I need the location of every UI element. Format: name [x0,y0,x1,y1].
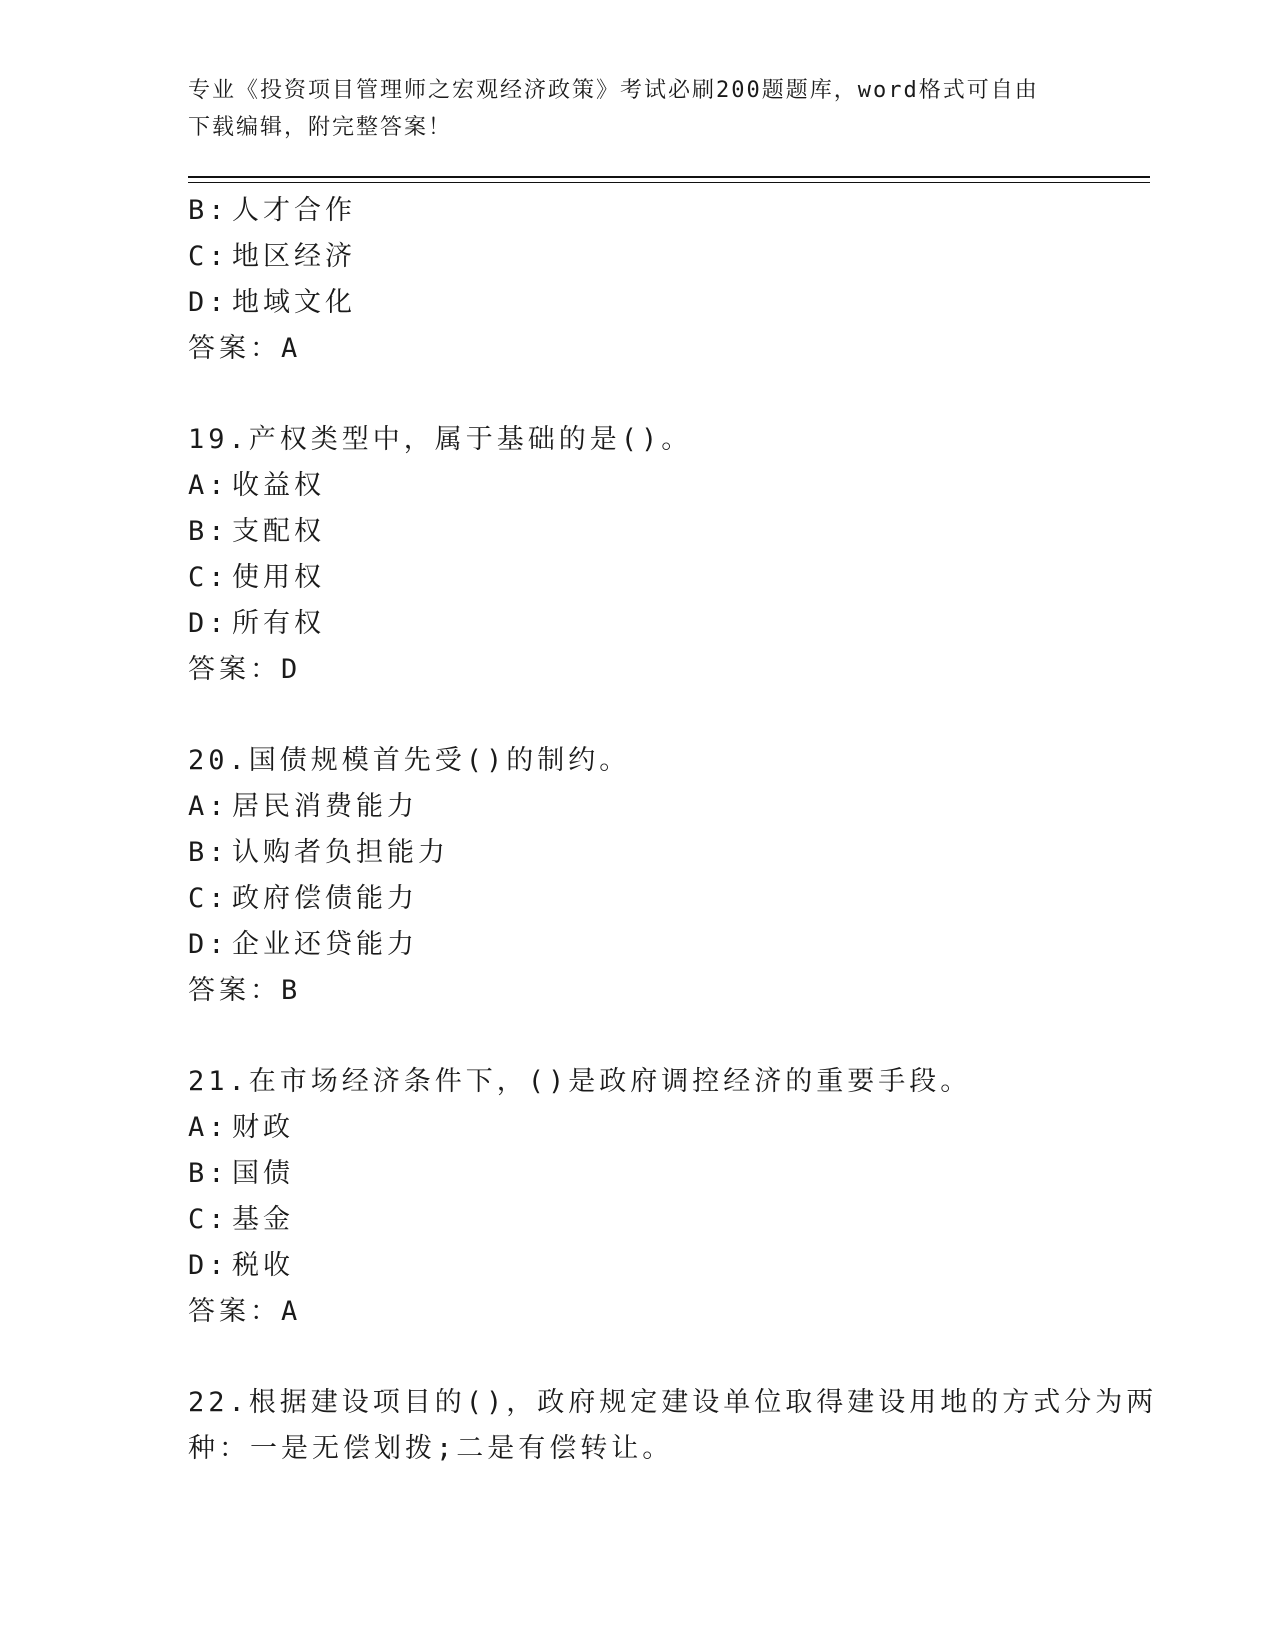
question-stem-line-1: 22.根据建设项目的()，政府规定建设单位取得建设用地的方式分为两 [188,1387,1158,1418]
question-stem: 21.在市场经济条件下，()是政府调控经济的重要手段。 [188,1066,972,1097]
option-b: B: 支配权 [188,516,325,547]
header-divider-thick [188,176,1150,178]
question-19 [188,417,1088,693]
answer: 答案：A [188,1296,302,1327]
question-stem: 19.产权类型中，属于基础的是()。 [188,424,693,455]
option-c: C: 地区经济 [188,241,356,272]
question-list [188,188,1158,1472]
option-c: C: 使用权 [188,562,325,593]
header-line-1: 专业《投资项目管理师之宏观经济政策》考试必刷200题题库，word格式可自由 [188,78,1039,103]
question-20 [188,738,1088,1014]
header-line-2: 下载编辑，附完整答案！ [188,115,453,140]
question-22 [188,1380,1158,1472]
option-b: B: 认购者负担能力 [188,837,449,868]
option-d: D: 所有权 [188,608,325,639]
question-18-partial [188,188,1088,372]
option-a: A: 收益权 [188,470,325,501]
answer: 答案：A [188,333,302,364]
answer: 答案：B [188,975,302,1006]
option-a: A: 财政 [188,1112,294,1143]
option-d: D: 税收 [188,1250,294,1281]
option-d: D: 企业还贷能力 [188,929,418,960]
option-b: B: 人才合作 [188,195,356,226]
answer: 答案：D [188,654,302,685]
question-21 [188,1059,1088,1335]
option-c: C: 基金 [188,1204,294,1235]
option-b: B: 国债 [188,1158,294,1189]
header-divider-thin [188,182,1150,183]
question-stem: 20.国债规模首先受()的制约。 [188,745,631,776]
option-c: C: 政府偿债能力 [188,883,418,914]
option-a: A: 居民消费能力 [188,791,418,822]
question-stem-line-2: 种：一是无偿划拨;二是有偿转让。 [188,1433,674,1464]
document-header [188,72,1088,146]
option-d: D: 地域文化 [188,287,356,318]
